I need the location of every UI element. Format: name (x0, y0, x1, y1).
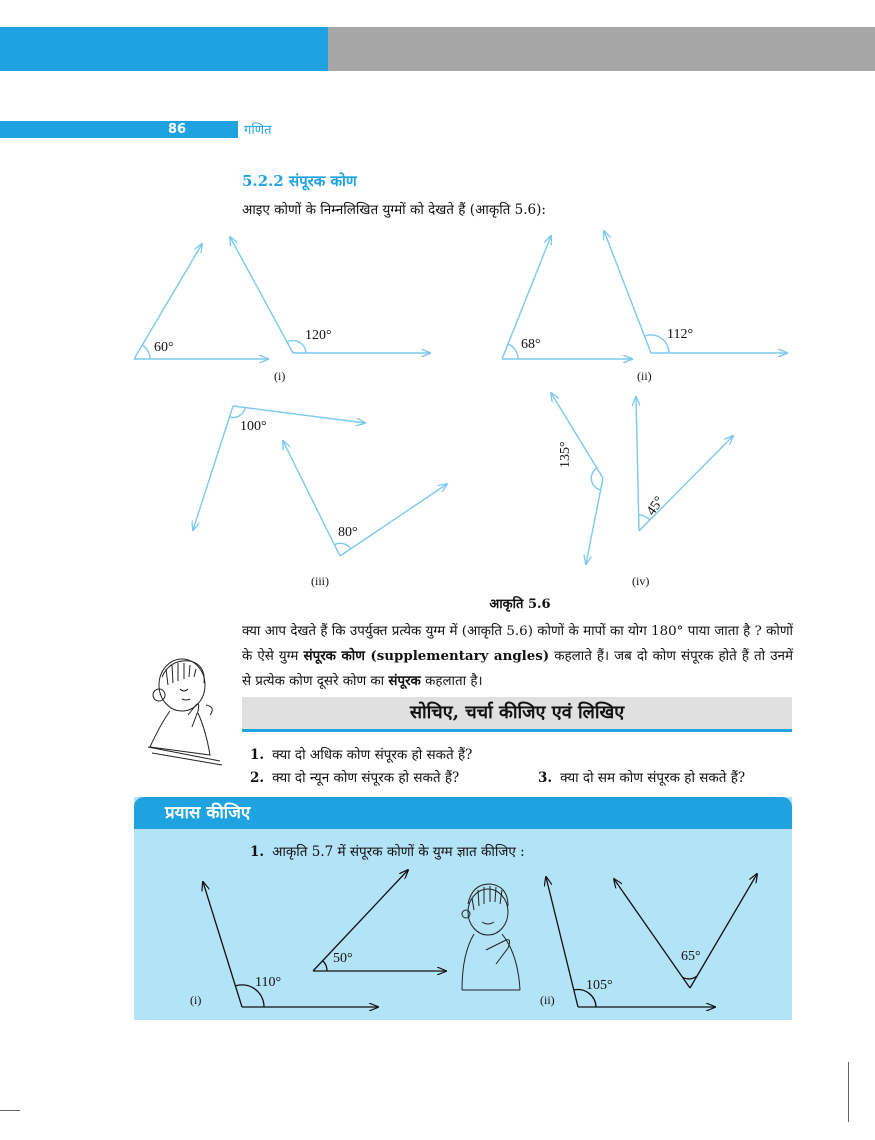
paragraph-term: संपूरक (388, 673, 421, 689)
question-number: 2. (250, 770, 265, 786)
thinking-boy-illustration (462, 884, 520, 990)
question-number: 1. (250, 747, 265, 763)
question-text: क्या दो सम कोण संपूरक हो सकते हैं? (560, 770, 746, 786)
pair-label: (ii) (637, 369, 652, 383)
pair-label: (iii) (311, 574, 329, 588)
question-number: 3. (538, 770, 553, 786)
angle-label: 68° (521, 337, 541, 352)
question-text: क्या दो न्यून कोण संपूरक हो सकते हैं? (272, 770, 460, 786)
section-intro: आइए कोणों के निम्नलिखित युग्मों को देखते हैं (आकृति 5.6): (242, 202, 546, 218)
page-corner-mark (0, 1110, 20, 1111)
angle-label: 105° (586, 978, 613, 993)
paragraph-term: संपूरक कोण (supplementary angles) (303, 648, 550, 664)
page-edge-mark (848, 1062, 849, 1122)
fig-5-7-i-ray-d (313, 870, 408, 971)
pair-label: (i) (190, 993, 202, 1007)
angle-label: 112° (667, 327, 694, 342)
angle-label: 80° (338, 525, 358, 540)
fig-5-7-ii-arc-2 (682, 976, 697, 979)
angle-label: 50° (333, 951, 353, 966)
angle-label: 65° (681, 949, 701, 964)
angle-label: 60° (154, 340, 174, 355)
try-these-title: प्रयास कीजिए (165, 803, 251, 823)
angle-label: 135° (558, 441, 573, 468)
fig-5-7-i-arc-2 (323, 961, 327, 971)
question-text: क्या दो अधिक कोण संपूरक हो सकते हैं? (272, 747, 473, 763)
pair-label: (iv) (632, 574, 650, 588)
page-number: 86 (168, 122, 187, 137)
fig-5-7-ii-ray-d (690, 874, 757, 988)
fig-5-7-ii-ray-b (546, 877, 578, 1007)
pair-label: (ii) (540, 993, 555, 1007)
paragraph-text: कहलाते हैं। जब दो कोण संपूरक होते हैं तो उनमें से प्रत्येक कोण दूसरे कोण का (242, 649, 793, 689)
fig-5-7-ii-ray-c (614, 879, 690, 988)
figure-caption: आकृति 5.6 (489, 597, 551, 612)
angle-label: 45° (644, 493, 668, 519)
question-number: 1. (250, 844, 265, 860)
angle-label: 120° (305, 328, 332, 343)
question-text: आकृति 5.7 में संपूरक कोणों के युग्म ज्ञात कीजिए : (272, 844, 525, 860)
discussion-heading: सोचिए, चर्चा कीजिए एवं लिखिए (242, 697, 792, 732)
angle-label: 100° (240, 419, 267, 434)
subject-title: गणित (244, 123, 272, 138)
paragraph-text: कहलाता है। (420, 674, 483, 689)
angle-label: 110° (255, 975, 282, 990)
section-title: 5.2.2 संपूरक कोण (242, 172, 357, 190)
pair-label: (i) (274, 369, 286, 383)
fig-5-7-i-ray-b (203, 882, 242, 1007)
paragraph-text: क्या आप देखते हैं कि उपर्युक्त प्रत्येक युग्म में (आकृति 5.6) कोणों के मापों का योग 180° पाया जाता है ? कोणों के ऐसे युग्म (242, 624, 793, 664)
